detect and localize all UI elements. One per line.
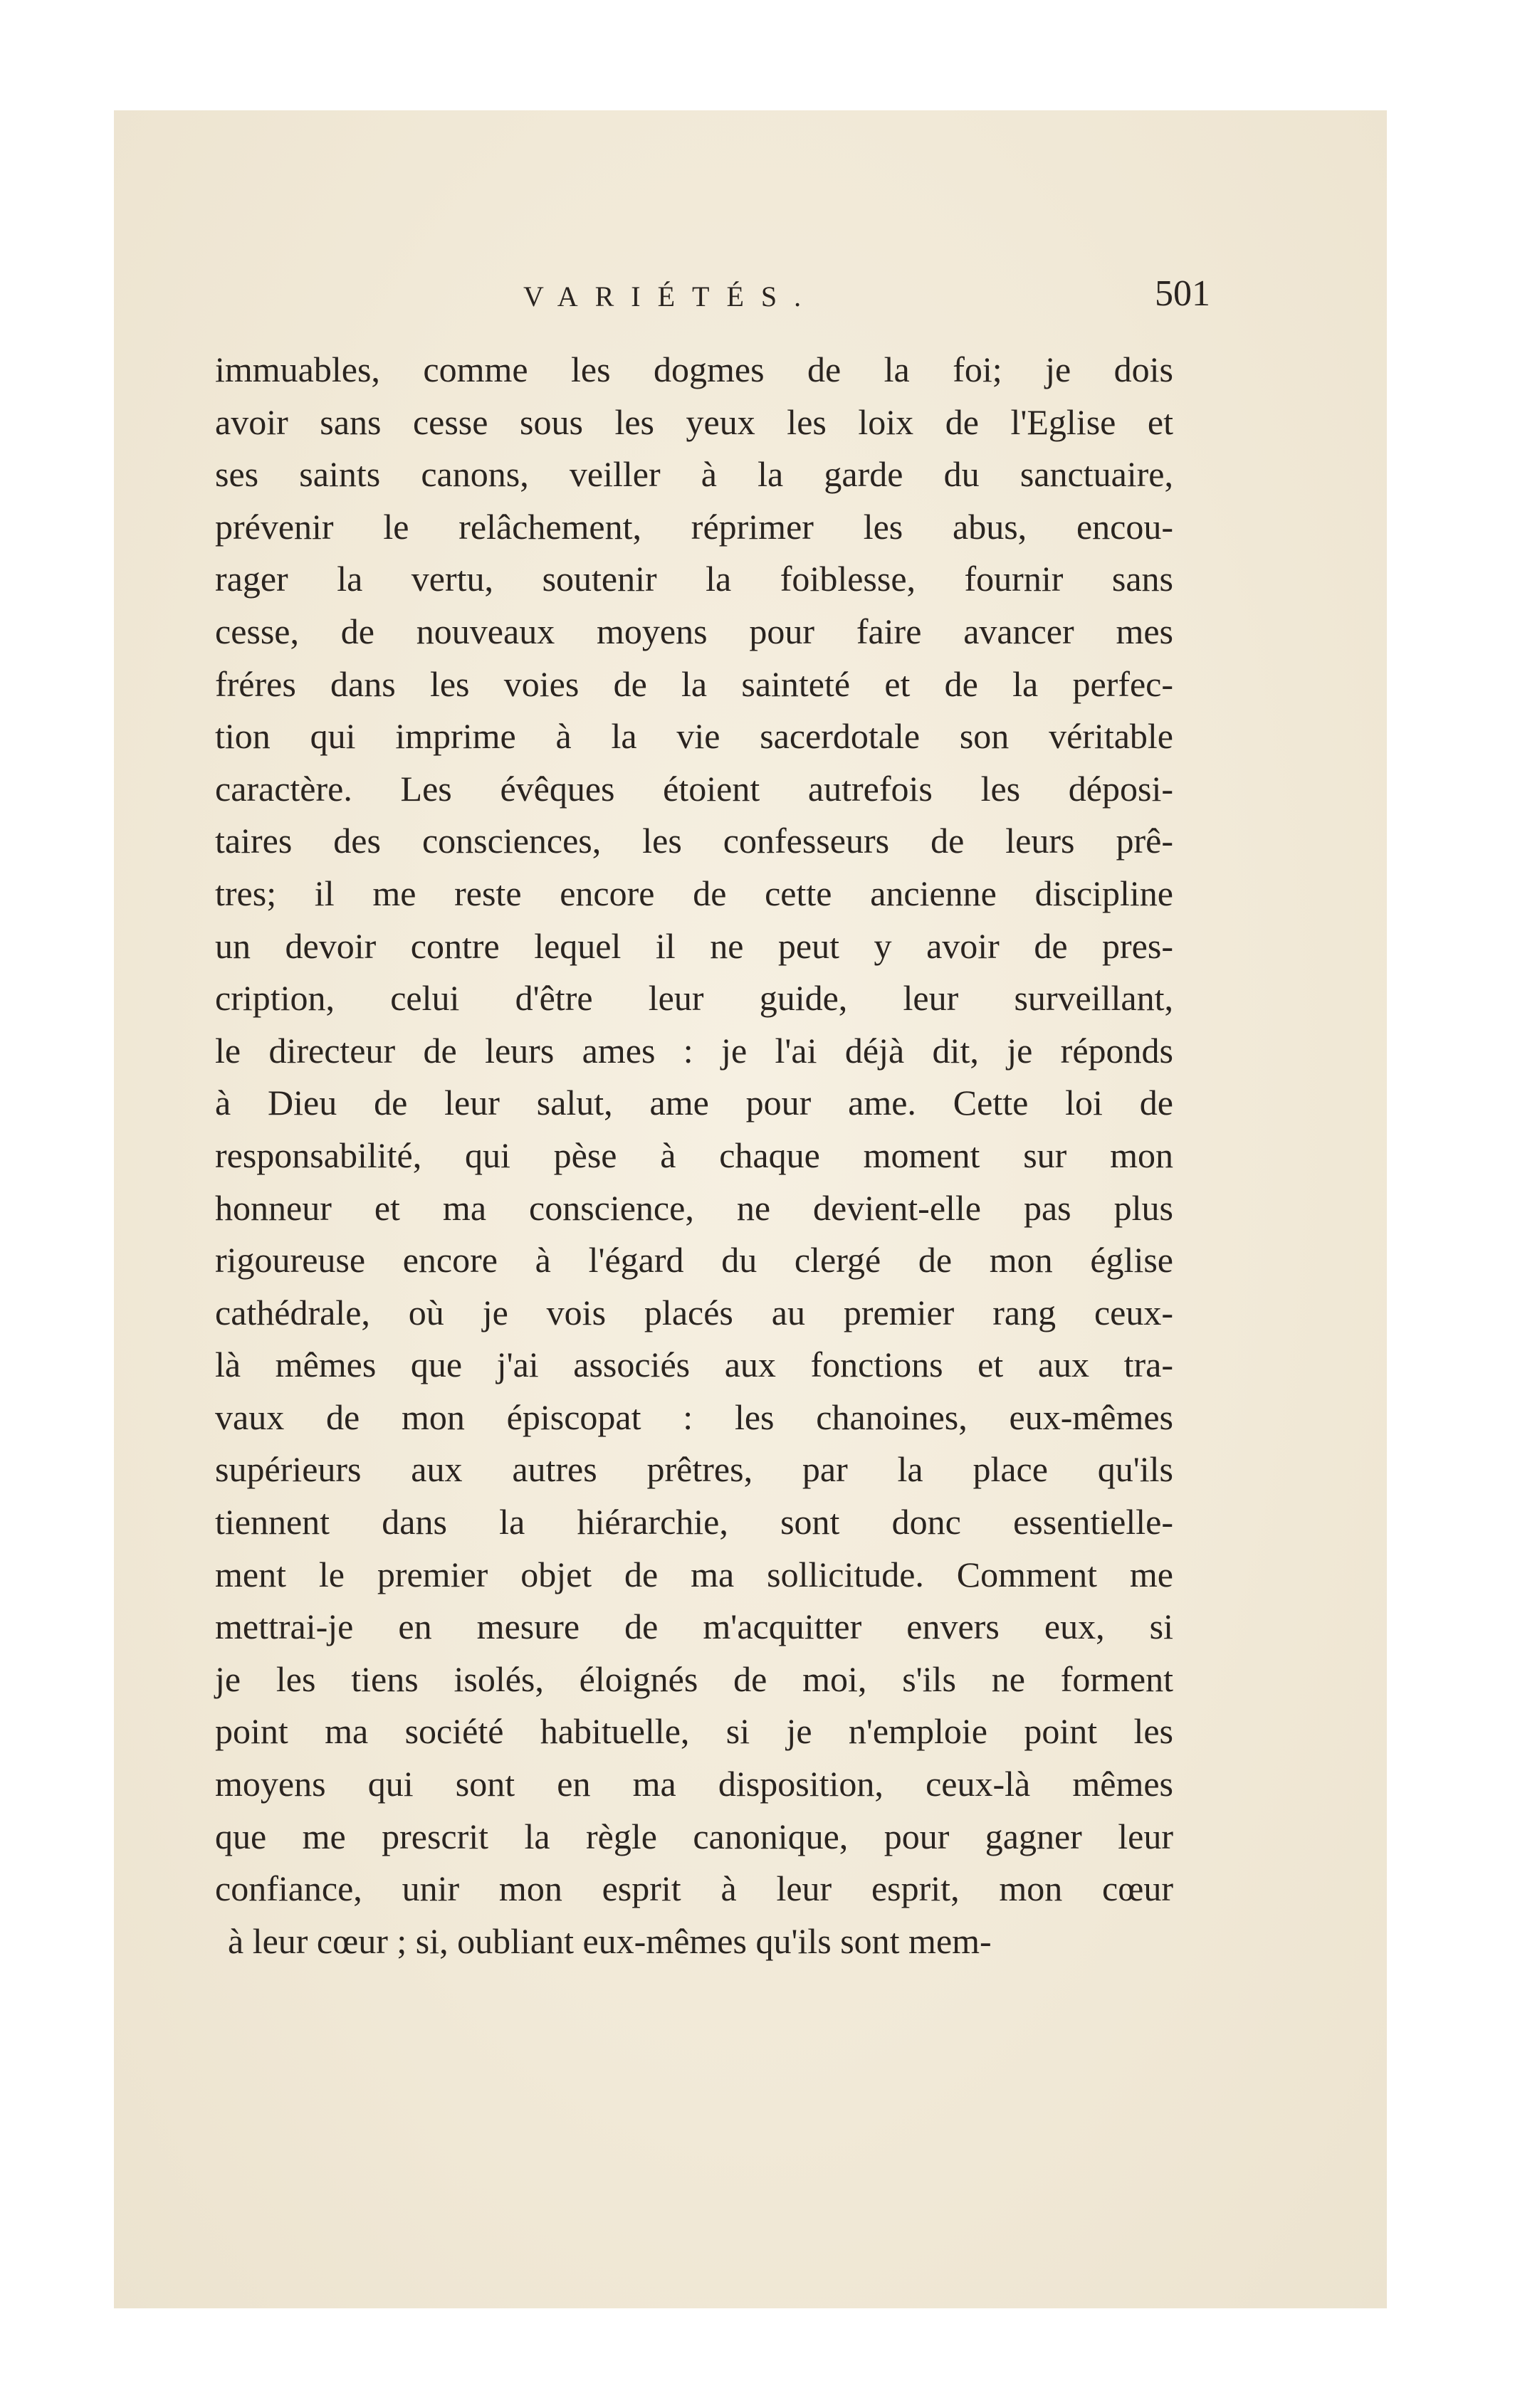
scanned-page: [114, 110, 1387, 2308]
text-line: honneur et ma conscience, ne devient-elle pas plus: [215, 1187, 1173, 1228]
text-line: responsabilité, qui pèse à chaque moment sur mon: [215, 1135, 1173, 1175]
text-line: le directeur de leurs ames : je l'ai déjà dit, je réponds: [215, 1030, 1173, 1071]
text-line: cathédrale, où je vois placés au premier rang ceux-: [215, 1292, 1173, 1332]
text-line: taires des consciences, les confesseurs de leurs prê-: [215, 821, 1173, 861]
text-line: ses saints canons, veiller à la garde du sanctuaire,: [215, 454, 1173, 495]
running-title: VARIÉTÉS.: [523, 280, 819, 312]
text-line: ment le premier objet de ma sollicitude. Comment me: [215, 1554, 1173, 1594]
text-line: tiennent dans la hiérarchie, sont donc essentielle-: [215, 1502, 1173, 1542]
page-number: 501: [1155, 273, 1210, 314]
text-line: rigoureuse encore à l'égard du clergé de mon église: [215, 1240, 1173, 1281]
text-line: cription, celui d'être leur guide, leur surveillant,: [215, 978, 1173, 1019]
page-header: [114, 273, 1387, 322]
text-line: avoir sans cesse sous les yeux les loix de l'Eglise et: [215, 401, 1173, 442]
text-line: à Dieu de leur salut, ame pour ame. Cette loi de: [215, 1083, 1173, 1123]
text-line: je les tiens isolés, éloignés de moi, s'ils ne forment: [215, 1658, 1173, 1699]
text-line: fréres dans les voies de la sainteté et de la perfec-: [215, 663, 1173, 704]
text-line: à leur cœur ; si, oubliant eux-mêmes qu'ils sont mem-: [228, 1920, 992, 1961]
body-text: [215, 344, 1173, 1967]
text-line: prévenir le relâchement, réprimer les abus, encou-: [215, 506, 1173, 547]
text-line: point ma société habituelle, si je n'emploie point les: [215, 1711, 1173, 1752]
text-line: là mêmes que j'ai associés aux fonctions et aux tra-: [215, 1345, 1173, 1385]
text-line: moyens qui sont en ma disposition, ceux-là mêmes: [215, 1764, 1173, 1804]
text-line: mettrai-je en mesure de m'acquitter envers eux, si: [215, 1607, 1173, 1647]
text-line: tion qui imprime à la vie sacerdotale son véritable: [215, 716, 1173, 757]
text-line: vaux de mon épiscopat : les chanoines, eux-mêmes: [215, 1397, 1173, 1437]
text-line: supérieurs aux autres prêtres, par la place qu'ils: [215, 1449, 1173, 1490]
text-line: confiance, unir mon esprit à leur esprit, mon cœur: [215, 1868, 1173, 1909]
text-line: caractère. Les évêques étoient autrefois les déposi-: [215, 768, 1173, 809]
text-line: un devoir contre lequel il ne peut y avoir de pres-: [215, 925, 1173, 966]
text-line: tres; il me reste encore de cette ancienne discipline: [215, 873, 1173, 913]
text-line: immuables, comme les dogmes de la foi; je dois: [215, 349, 1173, 389]
text-line: cesse, de nouveaux moyens pour faire avancer mes: [215, 611, 1173, 651]
text-line: que me prescrit la règle canonique, pour gagner leur: [215, 1816, 1173, 1856]
text-line: rager la vertu, soutenir la foiblesse, fournir sans: [215, 559, 1173, 599]
